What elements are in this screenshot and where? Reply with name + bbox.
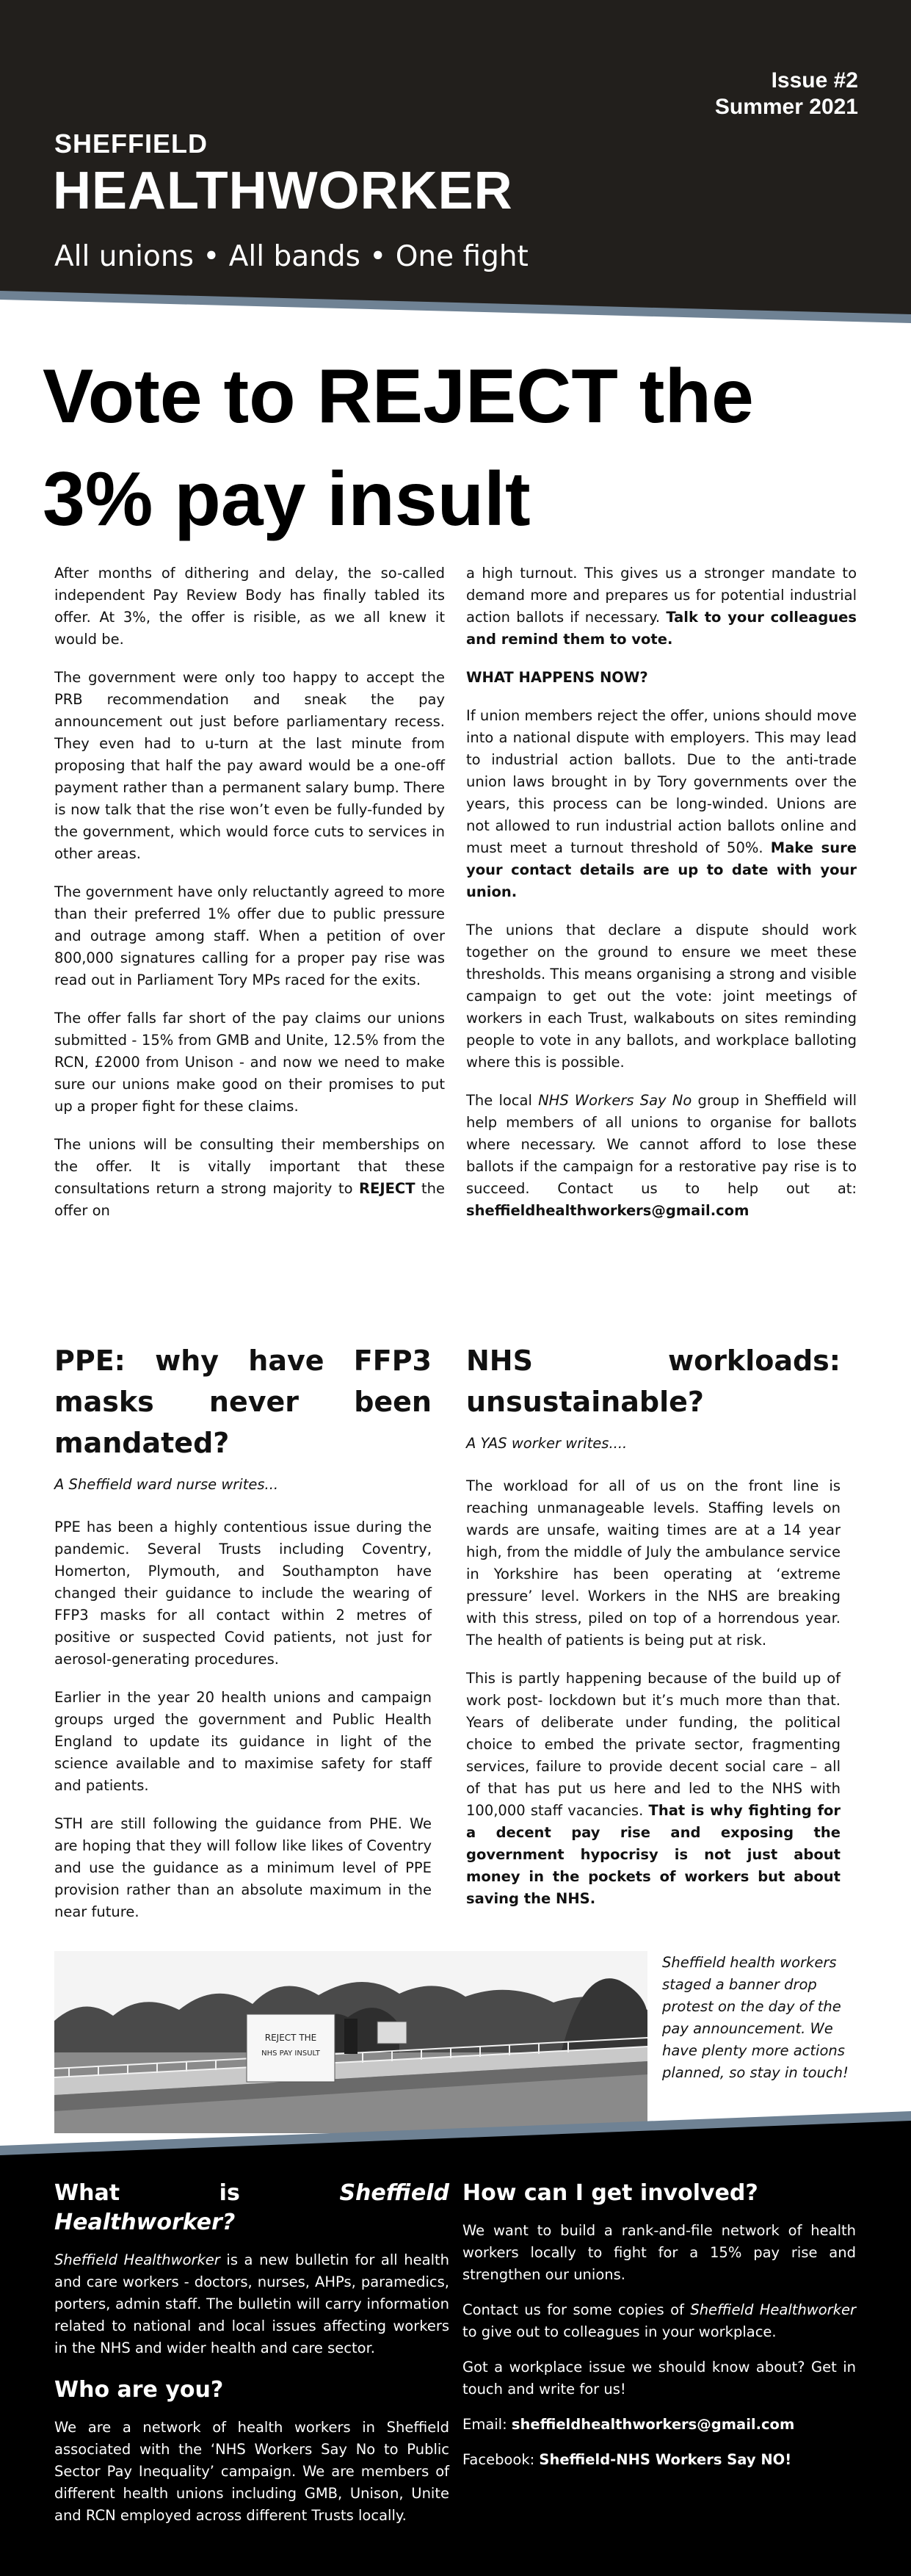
ppe-article — [54, 1340, 432, 1939]
ppe-byline: A Sheffield ward nurse writes... — [54, 1476, 279, 1493]
issue-season: Summer 2021 — [714, 95, 858, 119]
footer — [0, 2111, 911, 2576]
issue-number: Issue #2 — [771, 68, 858, 93]
workloads-byline: A YAS worker writes.... — [466, 1435, 628, 1452]
who-are-you-text: We are a network of health workers in Sheffield associated with the ‘NHS Workers Say No to Public Sector Pay Inequality’ campaign. We are members of different health unions including GMB, Unison, Unite and RCN employed across different Trusts locally. — [54, 2419, 449, 2524]
what-is-text: Sheffield Healthworker is a new bulletin for all health and care workers - doctors, nurses, AHPs, paramedics, porters, admin staff. The bulletin will carry information related to national and local issues affecting workers in the NHS and wider health and care sector. — [54, 2251, 449, 2356]
masthead — [0, 0, 911, 323]
workloads-article — [466, 1340, 841, 1926]
banner-text-2: NHS PAY INSULT — [261, 2049, 320, 2058]
ppe-paragraph: STH are still following the guidance from PHE. We are hoping that they will follow like likes of Coventry and use the guidance as a minimum level of PPE provision rather than an absolute maximum in the near future. — [54, 1815, 432, 1920]
footer-facebook-link[interactable]: Sheffield-NHS Workers Say NO! — [539, 2451, 792, 2468]
footer-left — [54, 2179, 449, 2540]
subheading-what-happens-now: WHAT HAPPENS NOW? — [466, 669, 648, 686]
get-involved-text: Got a workplace issue we should know about? Get in touch and write for us! — [462, 2359, 856, 2398]
workloads-title: NHS workloads: unsustainable? — [466, 1345, 841, 1418]
headline-line-1: Vote to REJECT the — [43, 354, 754, 439]
lead-paragraph: The government have only reluctantly agreed to more than their preferred 1% offer due to public pressure and outrage among staff. When a petition of over 800,000 signatures calling for a proper pay rise was read out in Parliament Tory MPs raced for the exits. — [54, 883, 445, 988]
lead-paragraph: a high turnout. This gives us a stronger mandate to demand more and prepares us for potential industrial action ballots if necessary. Talk to your colleagues and remind them to vote. — [466, 565, 857, 648]
who-are-you-title: Who are you? — [54, 2377, 224, 2403]
contact-email: sheffieldhealthworkers@gmail.com — [466, 1202, 750, 1219]
ppe-paragraph: Earlier in the year 20 health unions and campaign groups urged the government and Public Health England to update its guidance in light of the science available and to maximise safety for staff and patients. — [54, 1689, 432, 1794]
get-involved-title: How can I get involved? — [462, 2180, 758, 2206]
footer-email: Email: sheffieldhealthworkers@gmail.com — [462, 2416, 795, 2433]
get-involved-text: Contact us for some copies of Sheffield Healthworker to give out to colleagues in your workplace. — [462, 2301, 857, 2340]
banner-drop-photo — [54, 1951, 647, 2133]
lead-paragraph: The local NHS Workers Say No group in Sheffield will help members of all unions to organise for ballots where necessary. We cannot afford to lose these ballots if the campaign for a restorative pay rise is to succeed. Contact us to help out at: sheffieldhealthworkers@gmail.com — [466, 1092, 857, 1219]
ppe-title: PPE: why have FFP3 masks never been mandated? — [54, 1345, 432, 1459]
headline-line-2: 3% pay insult — [43, 457, 531, 542]
brand-title: HEALTHWORKER — [53, 162, 513, 220]
brand-small: SHEFFIELD — [54, 129, 208, 159]
footer-right — [462, 2179, 856, 2484]
footer-email-link[interactable]: sheffieldhealthworkers@gmail.com — [511, 2416, 795, 2433]
lead-paragraph: The offer falls far short of the pay claims our unions submitted - 15% from GMB and Unite, 12.5% from the RCN, £2000 from Unison - and now we need to make sure our unions make good on their promises to put up a proper fight for these claims. — [54, 1010, 445, 1115]
get-involved-text: We want to build a rank-and-file network of health workers locally to fight for a 15% pay rise and strengthen our unions. — [462, 2222, 856, 2283]
banner-text-1: REJECT THE — [264, 2033, 317, 2043]
lead-paragraph: If union members reject the offer, unions should move into a national dispute with employers. This may lead to industrial action ballots. Due to the anti-trade union laws brought in by Tory governments over the years, this process can be long-winded. Unions are not allowed to run industrial action ballots online and must meet a turnout threshold of 50%. Make sure your contact details are up to date with your union. — [466, 707, 857, 900]
photo-caption: Sheffield health workers staged a banner drop protest on the day of the pay announcement. We have plenty more actions planned, so stay in touch! — [662, 1954, 849, 2081]
what-is-title: What is Sheffield Healthworker? — [54, 2180, 449, 2235]
lead-paragraph: The unions will be consulting their memberships on the offer. It is vitally important that these consultations return a strong majority to REJECT the offer on — [54, 1136, 446, 1219]
lead-paragraph: The unions that declare a dispute should work together on the ground to ensure we meet these thresholds. This means organising a strong and visible campaign to get out the vote: joint meetings of workers in each Trust, walkabouts on sites reminding people to vote in any ballots, and workplace balloting where this is possible. — [466, 922, 857, 1071]
lead-article-right — [466, 562, 857, 1238]
lead-paragraph: The government were only too happy to accept the PRB recommendation and sneak the pay announcement out just before parliamentary recess. They even had to u-turn at the last minute from proposing that half the pay award would be a one-off payment rather than a permanent salary bump. There is now talk that the rise won’t even be fully-funded by the government, which would force cuts to services in other areas. — [54, 669, 445, 862]
main-headline — [43, 345, 879, 551]
photo-banner — [247, 2014, 335, 2082]
lead-article-left — [54, 562, 445, 1238]
ppe-paragraph: PPE has been a highly contentious issue during the pandemic. Several Trusts including Coventry, Homerton, Plymouth, and Southampton have changed their guidance to include the wearing of FFP3 masks for all contact within 2 metres of positive or suspected Covid patients, not just for aerosol-generating procedures. — [54, 1519, 432, 1668]
tagline: All unions • All bands • One fight — [54, 240, 529, 273]
workloads-paragraph: The workload for all of us on the front line is reaching unmanageable levels. Staffing levels on wards are unsafe, waiting times are at a 14 year high, from the middle of July the ambulance service in Yorkshire has been operating at ‘extreme pressure’ level. Workers in the NHS are breaking with this stress, piled on top of a horrendous year. The health of patients is being put at risk. — [466, 1477, 841, 1649]
lead-paragraph: After months of dithering and delay, the so-called independent Pay Review Body has finally tabled its offer. At 3%, the offer is risible, as we all knew it would be. — [54, 565, 445, 648]
workloads-paragraph: This is partly happening because of the build up of work post- lockdown but it’s much more than that. Years of deliberate under funding, the political choice to embed the private sector, fragmenting services, failure to provide decent social care – all of that has put us here and led to the NHS with 100,000 staff vacancies. That is why fighting for a decent pay rise and exposing the government hypocrisy is not just about money in the pockets of workers but about saving the NHS. — [466, 1670, 841, 1907]
issue-info — [715, 68, 858, 120]
footer-facebook: Facebook: Sheffield-NHS Workers Say NO! — [462, 2451, 792, 2468]
